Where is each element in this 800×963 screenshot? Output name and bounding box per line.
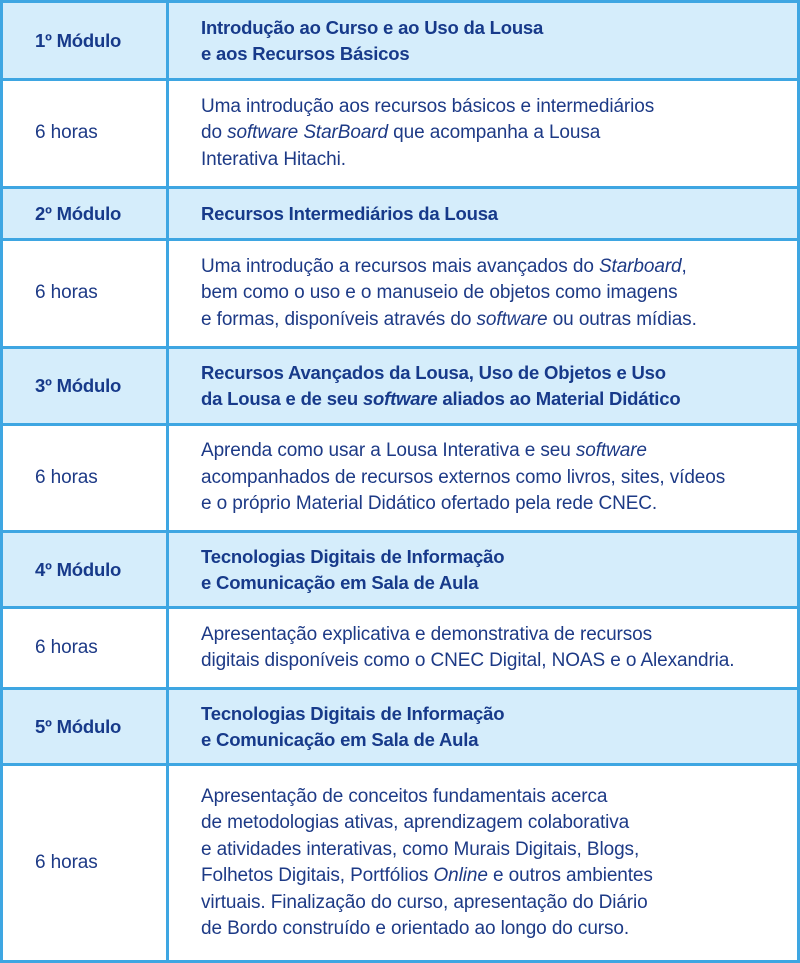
module-3-header-row bbox=[3, 349, 797, 423]
module-description: Uma introdução aos recursos básicos e intermediários do software StarBoard que acompanha a Lousa Interativa Hitachi. bbox=[169, 81, 797, 186]
module-hours: 6 horas bbox=[3, 241, 166, 346]
module-title: Tecnologias Digitais de Informação e Comunicação em Sala de Aula bbox=[169, 533, 797, 606]
module-hours: 6 horas bbox=[3, 609, 166, 687]
module-label: 2º Módulo bbox=[3, 189, 166, 238]
module-3-body-row bbox=[3, 426, 797, 530]
module-title: Recursos Avançados da Lousa, Uso de Objetos e Uso da Lousa e de seu software aliados ao Material Didático bbox=[169, 349, 797, 423]
module-hours: 6 horas bbox=[3, 81, 166, 186]
module-description: Uma introdução a recursos mais avançados do Starboard, bem como o uso e o manuseio de objetos como imagens e formas, disponíveis através do software ou outras mídias. bbox=[169, 241, 797, 346]
module-label: 5º Módulo bbox=[3, 690, 166, 763]
module-5-body-row bbox=[3, 766, 797, 960]
module-label: 3º Módulo bbox=[3, 349, 166, 423]
module-1-header-row bbox=[3, 3, 797, 78]
module-2-header-row bbox=[3, 189, 797, 238]
module-description: Aprenda como usar a Lousa Interativa e seu software acompanhados de recursos externos como livros, sites, vídeos e o próprio Material Didático ofertado pela rede CNEC. bbox=[169, 426, 797, 530]
module-title: Recursos Intermediários da Lousa bbox=[169, 189, 797, 238]
module-hours: 6 horas bbox=[3, 426, 166, 530]
module-hours: 6 horas bbox=[3, 766, 166, 960]
module-title: Tecnologias Digitais de Informação e Comunicação em Sala de Aula bbox=[169, 690, 797, 763]
module-description: Apresentação explicativa e demonstrativa de recursos digitais disponíveis como o CNEC Digital, NOAS e o Alexandria. bbox=[169, 609, 797, 687]
module-description: Apresentação de conceitos fundamentais acerca de metodologias ativas, aprendizagem colaborativa e atividades interativas, como Murais Digitais, Blogs, Folhetos Digitais, Portfólios Online e outros ambientes virtuais. Finalização do curso, apresentação do Diário de Bordo construído e orientado ao longo do curso. bbox=[169, 766, 797, 960]
module-4-header-row bbox=[3, 533, 797, 606]
module-5-header-row bbox=[3, 690, 797, 763]
module-label: 1º Módulo bbox=[3, 3, 166, 78]
module-1-body-row bbox=[3, 81, 797, 186]
module-2-body-row bbox=[3, 241, 797, 346]
module-label: 4º Módulo bbox=[3, 533, 166, 606]
module-title: Introdução ao Curso e ao Uso da Lousa e aos Recursos Básicos bbox=[169, 3, 797, 78]
module-4-body-row bbox=[3, 609, 797, 687]
